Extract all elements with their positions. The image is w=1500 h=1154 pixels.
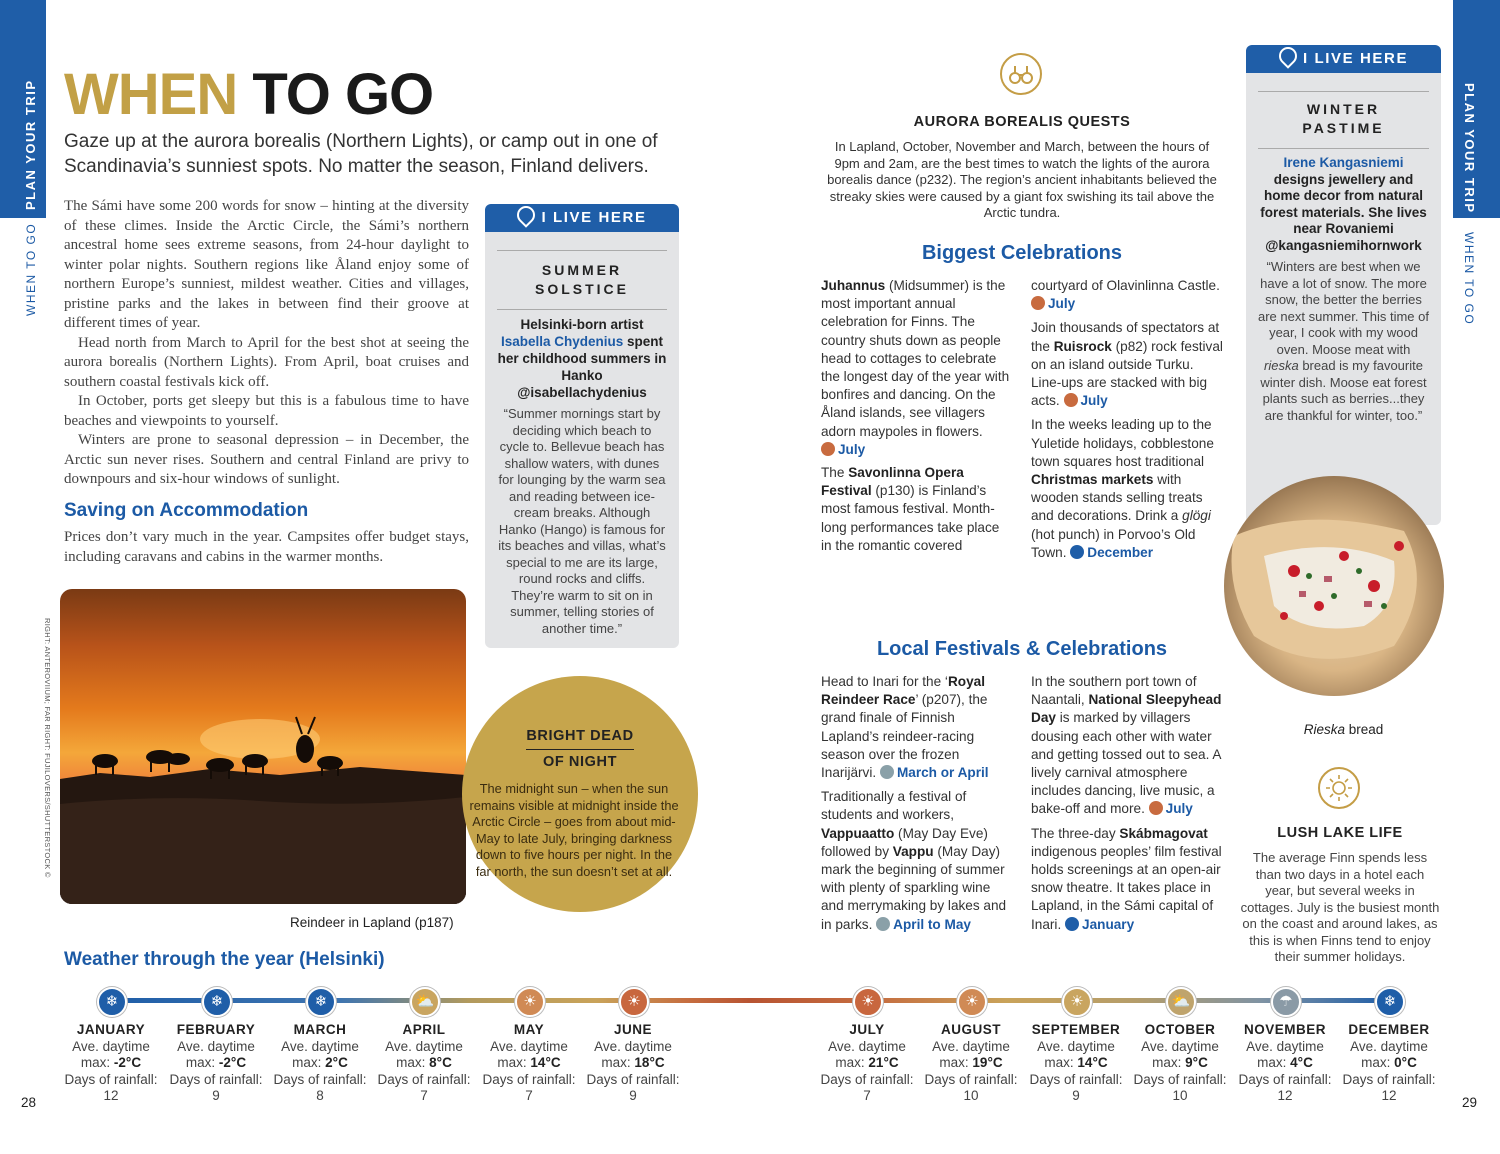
weather-month-column (166, 1022, 266, 1105)
sun-month-icon (1031, 296, 1045, 310)
lake-heading: LUSH LAKE LIFE (1277, 825, 1403, 841)
winter-box-body (1246, 73, 1441, 525)
weather-rain-value: 10 (1172, 1088, 1188, 1103)
sleepy-pre: In the southern port town of Naantali, (1031, 674, 1197, 708)
weather-rain-label: Days of rainfall: (482, 1071, 576, 1087)
local-col1 (821, 673, 1013, 934)
weather-max-label: max: (835, 1055, 869, 1070)
opera-cont: courtyard of Olavinlinna Castle. (1031, 278, 1220, 293)
sun-icon: ☀ (957, 987, 987, 1017)
weather-rain-label: Days of rainfall: (377, 1071, 471, 1087)
winter-box-header-label: I LIVE HERE (1302, 50, 1409, 67)
winter-bio-name: Irene Kangasniemi (1283, 155, 1404, 170)
lotus-icon (1318, 767, 1360, 809)
weather-rain-label: Days of rainfall: (820, 1071, 914, 1087)
weather-rain-label: Days of rainfall: (924, 1071, 1018, 1087)
weather-avg-label: Ave. daytime (1350, 1038, 1428, 1054)
weather-month-name: FEBRUARY (176, 1022, 256, 1037)
skab-name: Skábmagovat (1119, 825, 1208, 841)
accommodation-heading: Saving on Accommodation (64, 500, 309, 521)
pin-icon (1275, 43, 1300, 68)
opera-entry (821, 464, 1013, 555)
snowflake-icon: ❄ (306, 987, 336, 1017)
weather-month-column (1339, 1022, 1439, 1105)
weather-avg-label: Ave. daytime (828, 1038, 906, 1054)
weather-month-name: NOVEMBER (1243, 1022, 1326, 1037)
weather-max-line (583, 1055, 683, 1072)
body-paragraph: In October, ports get sleepy but this is a fabulous time to have beaches and viewpoints to yourself. (64, 393, 469, 429)
winter-box-header (1246, 45, 1441, 73)
weather-max-value: 4°C (1290, 1055, 1313, 1070)
vappu-text: (May Day) mark the beginning of summer with plenty of sparkling wine and merrymaking by lakes and in parks. (821, 843, 1007, 932)
weather-rain-label: Days of rainfall: (64, 1071, 158, 1087)
winter-quote-italic: rieska (1264, 358, 1299, 373)
winter-box-quote (1258, 259, 1429, 424)
weather-rain-value: 7 (525, 1088, 533, 1103)
juhannus-text: (Midsummer) is the most important annual celebration for Finns. The country shuts down as people head to cottages to celebrate the longest day of the year with bonfires and dancing. On the Åland islands, see villagers adorn maypoles in flowers. (821, 278, 1010, 439)
weather-month-column (1235, 1022, 1335, 1105)
weather-month-name: APRIL (402, 1022, 446, 1037)
weather-heading: Weather through the year (Helsinki) (64, 949, 385, 970)
weather-max-line (817, 1055, 917, 1072)
sun-month-icon (1149, 801, 1163, 815)
weather-max-line (479, 1055, 579, 1072)
weather-max-value: 21°C (868, 1055, 899, 1070)
weather-month-name: JUNE (613, 1022, 652, 1037)
summer-bio-handle: @isabellachydenius (517, 385, 647, 400)
title-to-go: TO GO (252, 62, 434, 127)
bread-caption-italic: Rieska (1303, 722, 1345, 737)
page-title (64, 62, 433, 128)
celebrations-heading: Biggest Celebrations (921, 242, 1123, 264)
weather-max-label: max: (1361, 1055, 1395, 1070)
weather-avg-label: Ave. daytime (932, 1038, 1010, 1054)
celebrations-col1 (821, 277, 1013, 555)
juhannus-month: July (838, 441, 866, 457)
vappu-entry (821, 788, 1013, 934)
weather-max-label: max: (80, 1055, 114, 1070)
body-paragraph: The Sámi have some 200 words for snow – hinting at the diversity of these climes. Inside the Arctic Circle, the Sámi’s northern ancestral home sees extreme seasons, from 24-hour daylight to winter polar nights. Southern regions like Åland enjoy some of northern Europe’s sunniest, mildest weather. Cities and villages, pristine parks and the lakes in between find their groove at different times of year. (64, 198, 469, 331)
sleepy-text: is marked by villagers dousing each other with water and getting tossed out to sea. A lively carnival atmosphere includes dancing, live music, a bake-off and more. (1031, 710, 1221, 817)
weather-rain-value: 10 (963, 1088, 979, 1103)
weather-month-name: DECEMBER (1348, 1022, 1430, 1037)
intro-text: Gaze up at the aurora borealis (Northern Lights), or camp out in one of Scandinavia’s sunniest spots. No matter the season, Finland delivers. (64, 131, 658, 177)
ruisrock-entry (1031, 319, 1223, 410)
winter-quote-pre: “Winters are best when we have a lot of snow. The more snow, the better the berries are next summer. This time of year, I cook with my wood oven. Moose meat with (1258, 259, 1429, 357)
left-side-tab (0, 0, 46, 218)
opera-text: (p130) is Finland’s most famous festival. Month-long performances take place in the romantic covered (821, 483, 1000, 553)
weather-rain-label: Days of rainfall: (1133, 1071, 1227, 1087)
opera-name: Savonlinna Opera Festival (821, 465, 964, 499)
skab-text: indigenous peoples’ film festival holds screenings at an open-air snow theatre. It takes place in Lapland, in the Sámi capital of Inari. (1031, 843, 1222, 932)
summer-box-title (497, 261, 667, 299)
left-tab-sublabel: WHEN TO GO (24, 222, 38, 316)
summer-box-header (485, 204, 679, 232)
xmas-month: December (1087, 544, 1154, 560)
xmas-text: with wooden stands selling treats and decorations. Drink a (1031, 472, 1203, 524)
weather-rain-value: 7 (863, 1088, 871, 1103)
weather-month-name: JULY (849, 1022, 885, 1037)
skab-month: January (1082, 916, 1135, 932)
weather-month-column (479, 1022, 579, 1105)
weather-month-column (817, 1022, 917, 1105)
ruis-pre: Join thousands of spectators at the (1031, 320, 1220, 354)
weather-rain-label: Days of rainfall: (169, 1071, 263, 1087)
weather-max-line (166, 1055, 266, 1072)
weather-max-value: 14°C (530, 1055, 561, 1070)
left-tab-label: PLAN YOUR TRIP (23, 79, 38, 210)
vappu-name2: Vappu (892, 843, 934, 859)
winter-box-title-line: WINTER (1306, 101, 1381, 117)
weather-rain-label: Days of rainfall: (273, 1071, 367, 1087)
right-tab-label: PLAN YOUR TRIP (1462, 83, 1477, 214)
sun-cloud-month-icon (880, 765, 894, 779)
weather-max-value: 9°C (1185, 1055, 1208, 1070)
weather-month-column (583, 1022, 683, 1105)
weather-month-column (61, 1022, 161, 1105)
page-number-left: 28 (21, 1095, 37, 1110)
weather-max-value: 18°C (634, 1055, 665, 1070)
weather-max-label: max: (601, 1055, 635, 1070)
sun-month-icon (1064, 393, 1078, 407)
skab-pre: The three-day (1031, 825, 1116, 841)
weather-rain-label: Days of rainfall: (1238, 1071, 1332, 1087)
weather-max-value: 8°C (429, 1055, 452, 1070)
snowflake-icon: ❄ (97, 987, 127, 1017)
lake-text: The average Finn spends less than two days in a hotel each year, but several weeks in cottages. July is the busiest month on the coast and around lakes, as this is when Finns tend to enjoy their summer holidays. (1240, 850, 1440, 964)
winter-bio-text: designs jewellery and home decor from natural forest materials. She lives near Rovaniemi (1260, 171, 1427, 236)
weather-month-name: OCTOBER (1144, 1022, 1216, 1037)
winter-quote-post: bread is my favourite winter dish. Moose eat forest plants such as berries...they are thankful for winter, too.” (1260, 358, 1427, 423)
winter-box-title-line: PASTIME (1302, 120, 1385, 136)
pin-icon (514, 202, 539, 227)
rain-cloud-icon: ☂ (1271, 987, 1301, 1017)
xmas-italic: glögi (1182, 508, 1211, 524)
local-heading: Local Festivals & Celebrations (876, 638, 1168, 660)
winter-pastime-box (1246, 45, 1441, 525)
weather-max-label: max: (292, 1055, 326, 1070)
weather-rain-value: 7 (420, 1088, 428, 1103)
vappu-mid: (May Day Eve) followed by (821, 825, 988, 859)
summer-box-title-line: SUMMER (541, 262, 623, 278)
weather-rain-value: 12 (103, 1088, 119, 1103)
weather-month-name: AUGUST (941, 1022, 1001, 1037)
summer-bio-pre: Helsinki-born artist (520, 317, 644, 332)
winter-box-bio (1258, 155, 1429, 254)
summer-bio-name: Isabella Chydenius (500, 334, 624, 349)
rr-name: Royal Reindeer Race (821, 674, 985, 708)
weather-rain-value: 12 (1277, 1088, 1293, 1103)
skabmagovat-entry (1031, 825, 1223, 934)
weather-max-line (270, 1055, 370, 1072)
sun-month-icon (821, 442, 835, 456)
weather-month-column (270, 1022, 370, 1105)
photo-caption: Reindeer in Lapland (p187) (290, 915, 454, 930)
page-number-right: 29 (1462, 1095, 1478, 1110)
weather-month-name: SEPTEMBER (1031, 1022, 1121, 1037)
snowflake-month-icon (1070, 545, 1084, 559)
sun-icon: ☀ (515, 987, 545, 1017)
ruis-name: Ruisrock (1053, 338, 1112, 354)
summer-box-quote: “Summer mornings start by deciding which beach to cycle to. Bellevue beach has shallow waters, with dunes for lounging by the warm sea and reading between ice-cream breaks. Although Hanko (Hango) is famous for its beaches and villas, what’s special to me are its large, round rocks and cliffs. They’re warm to sit on in summer, telling stories of another time.” (498, 406, 666, 636)
sleepy-month: July (1165, 801, 1193, 817)
weather-max-value: -2°C (113, 1055, 142, 1070)
opera-entry-cont (1031, 277, 1223, 313)
sleepyhead-entry (1031, 673, 1223, 819)
weather-max-label: max: (1152, 1055, 1186, 1070)
sun-cloud-icon: ⛅ (410, 987, 440, 1017)
sun-icon: ☀ (619, 987, 649, 1017)
ruis-month: July (1080, 393, 1108, 409)
weather-max-label: max: (185, 1055, 219, 1070)
rr-month: March or April (896, 765, 989, 781)
weather-max-label: max: (1044, 1055, 1078, 1070)
weather-max-line (61, 1055, 161, 1072)
vappu-pre: Traditionally a festival of students and workers, (821, 789, 967, 823)
sun-icon: ☀ (853, 987, 883, 1017)
weather-rain-label: Days of rainfall: (586, 1071, 680, 1087)
weather-avg-label: Ave. daytime (72, 1038, 150, 1054)
right-tab-sublabel: WHEN TO GO (1462, 232, 1476, 326)
bright-night-title (480, 724, 680, 775)
title-when: WHEN (64, 62, 238, 127)
weather-month-name: MARCH (293, 1022, 347, 1037)
weather-month-column (921, 1022, 1021, 1105)
summer-solstice-box (485, 204, 679, 648)
weather-avg-label: Ave. daytime (281, 1038, 359, 1054)
weather-timeline (110, 998, 1390, 1003)
accommodation-text: Prices don’t vary much in the year. Campsites offer budget stays, including caravans and cabins in the warmer months. (64, 529, 469, 565)
weather-max-value: 14°C (1077, 1055, 1108, 1070)
opera-month: July (1048, 296, 1076, 312)
weather-max-line (1339, 1055, 1439, 1072)
weather-month-column (374, 1022, 474, 1105)
right-side-tab (1453, 0, 1500, 218)
weather-rain-value: 9 (1072, 1088, 1080, 1103)
snowflake-icon: ❄ (202, 987, 232, 1017)
weather-rain-label: Days of rainfall: (1342, 1071, 1436, 1087)
weather-avg-label: Ave. daytime (177, 1038, 255, 1054)
aurora-text: In Lapland, October, November and March, between the hours of 9pm and 2am, are the best times to watch the lights of the aurora borealis dance (p232). The region’s ancient inhabitants believed the streaky skies were caused by a giant fox swishing its tail above the Arctic tundra. (827, 139, 1217, 220)
body-paragraph: Winters are prone to seasonal depression – in December, the Arctic sun never rises. Southern and central Finland are privy to downpours and six-hour windows of sunlight. (64, 432, 469, 487)
celebrations-col2 (1031, 277, 1223, 562)
weather-month-name: JANUARY (76, 1022, 146, 1037)
weather-avg-label: Ave. daytime (490, 1038, 568, 1054)
summer-box-title-line: SOLSTICE (534, 281, 629, 297)
weather-max-value: -2°C (218, 1055, 247, 1070)
weather-rain-value: 9 (629, 1088, 637, 1103)
weather-max-value: 2°C (325, 1055, 348, 1070)
sun-cloud-month-icon (876, 917, 890, 931)
weather-max-label: max: (939, 1055, 973, 1070)
weather-max-value: 19°C (972, 1055, 1003, 1070)
weather-max-value: 0°C (1394, 1055, 1417, 1070)
weather-avg-label: Ave. daytime (385, 1038, 463, 1054)
summer-box-header-label: I LIVE HERE (541, 209, 647, 226)
weather-avg-label: Ave. daytime (1246, 1038, 1324, 1054)
weather-avg-label: Ave. daytime (1141, 1038, 1219, 1054)
vappu-month: April to May (893, 916, 971, 932)
bright-night-text: The midnight sun – when the sun remains visible at midnight inside the Arctic Circle – goes from about mid-May to late July, bringing darkness down to five hours per night. In the far north, the sun doesn’t set at all. (469, 781, 679, 879)
weather-rain-value: 12 (1381, 1088, 1397, 1103)
weather-max-line (1235, 1055, 1335, 1072)
weather-max-line (921, 1055, 1021, 1072)
weather-max-line (374, 1055, 474, 1072)
weather-max-line (1130, 1055, 1230, 1072)
rieska-bread-photo (1224, 476, 1444, 696)
photo-credit: RIGHT: ANTEROVIIUM; FAR RIGHT: FUJILOVERS/SHUTTERSTOCK © (43, 618, 52, 878)
xmas-text2: (hot punch) in Porvoo’s Old Town. (1031, 526, 1196, 560)
binoculars-icon (1000, 53, 1042, 95)
body-paragraph: Head north from March to April for the best shot at seeing the aurora borealis (Northern Lights). From April, boat cruises and southern coastal festivals kick off. (64, 334, 469, 390)
winter-bio-handle: @kangasniemihornwork (1265, 237, 1422, 253)
summer-box-body (485, 232, 679, 648)
xmas-pre: In the weeks leading up to the Yuletide holidays, cobblestone town squares host traditional (1031, 417, 1214, 469)
weather-rain-value: 8 (316, 1088, 324, 1103)
bread-illustration (1224, 476, 1444, 696)
ruis-text: (p82) rock festival on an island outside Turku. Line-ups are stacked with big acts. (1031, 338, 1223, 409)
reindeer-photo (60, 589, 466, 904)
weather-max-label: max: (1257, 1055, 1291, 1070)
local-col2 (1031, 673, 1223, 934)
weather-month-column (1130, 1022, 1230, 1105)
vappu-name: Vappuaatto (821, 825, 895, 841)
summer-bio-post: spent her childhood summers in Hanko (497, 334, 667, 383)
weather-max-label: max: (396, 1055, 430, 1070)
juhannus-name: Juhannus (821, 278, 886, 293)
rr-text: ’ (p207), the grand finale of Finnish Lapland’s reindeer-racing season over the frozen Inarijärvi. (821, 692, 988, 781)
sleepy-name: National Sleepyhead Day (1031, 692, 1222, 726)
xmas-name: Christmas markets (1031, 472, 1154, 488)
bright-night-title-line: BRIGHT DEAD (526, 724, 633, 750)
reindeer-race-entry (821, 673, 1013, 782)
weather-month-name: MAY (513, 1022, 545, 1037)
reindeer-silhouettes (60, 589, 466, 904)
aurora-heading: AURORA BOREALIS QUESTS (913, 114, 1131, 130)
bright-night-title-line: OF NIGHT (542, 754, 618, 770)
weather-max-label: max: (497, 1055, 531, 1070)
snowflake-icon: ❄ (1375, 987, 1405, 1017)
christmas-entry (1031, 416, 1223, 562)
sun-cloud-icon: ⛅ (1166, 987, 1196, 1017)
body-text (64, 197, 469, 490)
weather-avg-label: Ave. daytime (1037, 1038, 1115, 1054)
juhannus-entry (821, 277, 1013, 459)
bread-caption-text: bread (1348, 722, 1384, 737)
sun-icon: ☀ (1062, 987, 1092, 1017)
opera-pre: The (821, 465, 845, 481)
weather-month-column (1026, 1022, 1126, 1105)
weather-max-line (1026, 1055, 1126, 1072)
winter-box-title (1258, 100, 1429, 138)
weather-avg-label: Ave. daytime (594, 1038, 672, 1054)
weather-rain-label: Days of rainfall: (1029, 1071, 1123, 1087)
bread-caption (1246, 722, 1441, 737)
summer-box-bio (497, 316, 667, 401)
weather-rain-value: 9 (212, 1088, 220, 1103)
rr-pre: Head to Inari for the ‘ (821, 674, 948, 689)
snowflake-month-icon (1065, 917, 1079, 931)
